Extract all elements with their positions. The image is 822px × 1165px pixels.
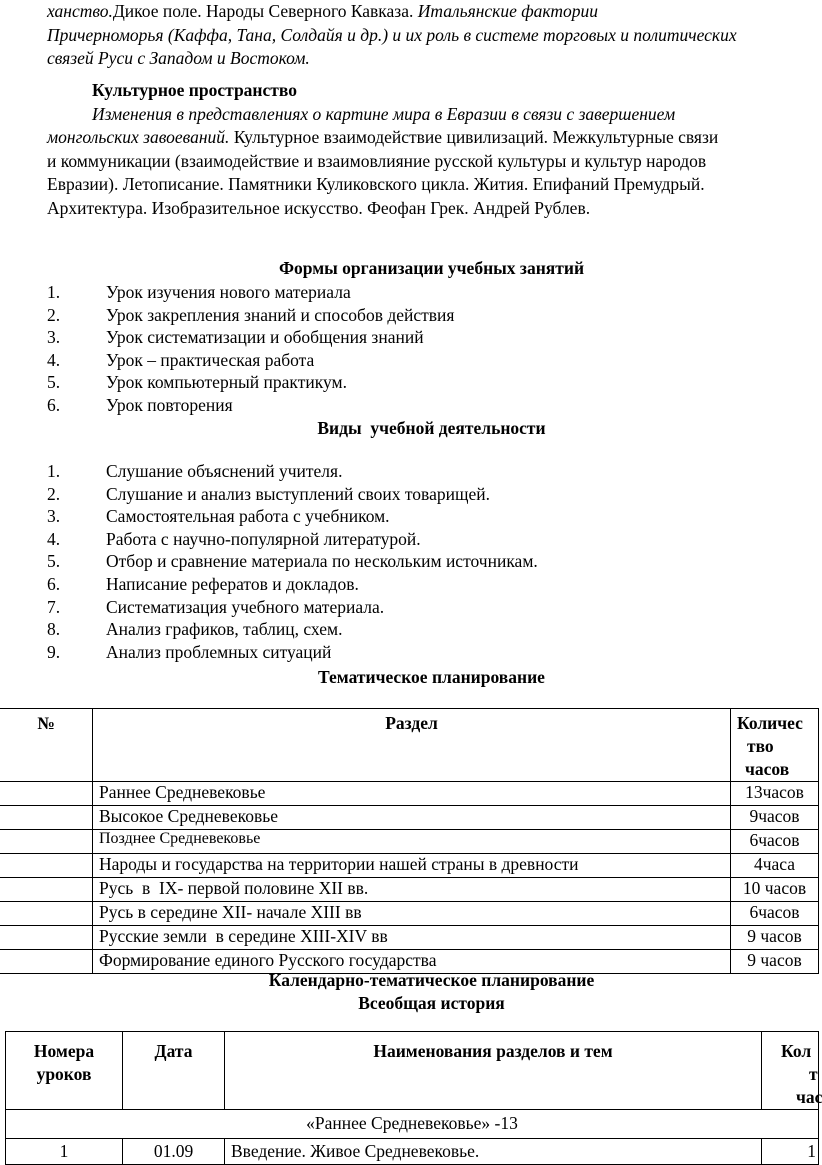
table-row: Русь в IX- первой половине XII вв. 10 часов <box>0 878 819 902</box>
col-hours-header: Кол т час <box>762 1032 819 1110</box>
culture-line-5: Архитектура. Изобразительное искусство. Феофан Грек. Андрей Рублев. <box>47 197 591 218</box>
activities-list <box>47 460 538 663</box>
table-row: Раннее Средневековье 13часов <box>0 782 819 806</box>
calendar-table <box>5 1031 822 1165</box>
table-header-row <box>0 709 819 782</box>
col-num-header: № <box>0 709 93 782</box>
list-item: 6. Урок повторения <box>47 394 233 415</box>
thematic-table <box>0 708 819 974</box>
culture-line-2: монгольских завоеваний. Культурное взаимодействие цивилизаций. Межкультурные связи <box>47 127 719 147</box>
activities-title: Виды учебной деятельности <box>317 418 546 438</box>
table-row: Позднее Средневековье 6часов <box>0 830 819 854</box>
col-date-header: Дата <box>123 1032 225 1110</box>
intro-line-3: связей Руси с Западом и Востоком. <box>47 48 310 68</box>
list-item: 9. Анализ проблемных ситуаций <box>47 641 332 662</box>
culture-heading: Культурное пространство <box>92 80 297 100</box>
thematic-title: Тематическое планирование <box>318 667 545 687</box>
list-item: 8. Анализ графиков, таблиц, схем. <box>47 619 343 640</box>
list-item: 3. Урок систематизации и обобщения знаний <box>47 327 424 348</box>
section-row: «Раннее Средневековье» -13 <box>6 1110 819 1139</box>
list-item: 4. Работа с научно-популярной литературой. <box>47 528 421 549</box>
list-item: 2. Урок закрепления знаний и способов действия <box>47 304 455 325</box>
list-item: 5. Урок компьютерный практикум. <box>47 372 347 393</box>
intro-line-2: Причерноморья (Каффа, Тана, Солдайя и др.) и их роль в системе торговых и политических <box>47 24 737 45</box>
forms-list <box>47 281 454 417</box>
culture-paragraph <box>47 79 816 220</box>
culture-line-1: Изменения в представлениях о картине мира в Евразии в связи с завершением <box>92 103 676 124</box>
list-item: 2. Слушание и анализ выступлений своих товарищей. <box>47 483 490 504</box>
col-topic-header: Наименования разделов и тем <box>225 1032 762 1110</box>
table-row: Народы и государства на территории нашей страны в древности 4часа <box>0 854 819 878</box>
col-section-header: Раздел <box>93 709 731 782</box>
list-item: 4. Урок – практическая работа <box>47 349 315 370</box>
list-item: 1. Слушание объяснений учителя. <box>47 461 343 481</box>
calendar-subtitle: Всеобщая история <box>358 993 505 1013</box>
intro-paragraph <box>47 0 816 71</box>
forms-title: Формы организации учебных занятий <box>278 258 585 278</box>
table-row: Высокое Средневековье 9часов <box>0 806 819 830</box>
calendar-title: Календарно-тематическое планирование <box>268 970 595 990</box>
list-item: 5. Отбор и сравнение материала по нескольким источникам. <box>47 551 538 572</box>
culture-line-4: Евразии). Летописание. Памятники Куликовского цикла. Жития. Епифаний Премудрый. <box>47 174 705 194</box>
intro-line-1: ханство.Дикое поле. Народы Северного Кавказа. Итальянские фактории <box>47 1 599 21</box>
table-row: Русские земли в середине XIII-XIV вв 9 часов <box>0 926 819 950</box>
list-item: 6. Написание рефератов и докладов. <box>47 573 359 594</box>
list-item: 7. Систематизация учебного материала. <box>47 596 385 617</box>
table-row: Русь в середине XII- начале XIII вв 6часов <box>0 902 819 926</box>
col-lesson-num-header: Номера уроков <box>6 1032 123 1110</box>
list-item: 3. Самостоятельная работа с учебником. <box>47 506 390 527</box>
culture-line-3: и коммуникации (взаимодействие и взаимовлияние русской культуры и культур народов <box>47 150 707 171</box>
col-hours-header: Количес тво часов <box>731 709 819 782</box>
table-row: 1 01.09 Введение. Живое Средневековье. 1 <box>6 1139 819 1165</box>
table-row: Формирование единого Русского государства 9 часов <box>0 950 819 974</box>
list-item: 1. Урок изучения нового материала <box>47 282 351 302</box>
table-header-row <box>6 1032 819 1110</box>
